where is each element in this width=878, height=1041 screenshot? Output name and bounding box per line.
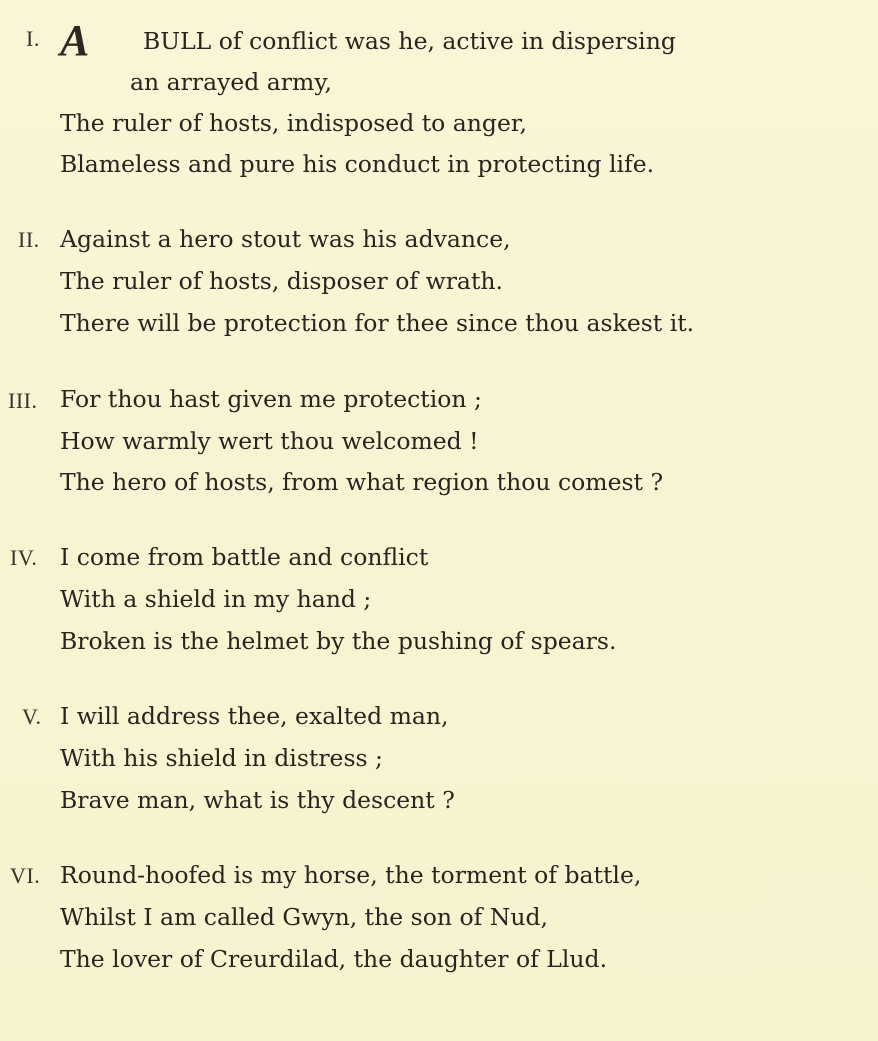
verse-line: For thou hast given me protection ; xyxy=(60,385,482,413)
verse-line: Broken is the helmet by the pushing of spears. xyxy=(60,627,617,655)
stanza-numeral: III. xyxy=(8,388,38,413)
verse-line: Whilst I am called Gwyn, the son of Nud, xyxy=(60,903,548,931)
verse-line: I come from battle and conflict xyxy=(60,543,429,571)
verse-line: The lover of Creurdilad, the daughter of Llud. xyxy=(60,945,608,973)
verse-line: BULL of conflict was he, active in dispersing xyxy=(143,27,676,55)
stanza-numeral: IV. xyxy=(10,545,38,570)
verse-line: How warmly wert thou welcomed ! xyxy=(60,427,479,455)
verse-line: With his shield in distress ; xyxy=(60,744,383,772)
stanza-numeral: I. xyxy=(26,26,40,51)
verse-line: With a shield in my hand ; xyxy=(60,585,372,613)
verse-line: The ruler of hosts, indisposed to anger, xyxy=(60,109,528,137)
verse-line: There will be protection for thee since thou askest it. xyxy=(60,309,695,337)
stanza-numeral: VI. xyxy=(10,863,41,888)
verse-line: The hero of hosts, from what region thou comest ? xyxy=(60,468,664,496)
verse-line: Against a hero stout was his advance, xyxy=(60,225,511,253)
verse-line: Blameless and pure his conduct in protecting life. xyxy=(60,150,655,178)
verse-line: The ruler of hosts, disposer of wrath. xyxy=(60,267,503,295)
drop-cap-letter: A xyxy=(60,16,90,65)
verse-line: Brave man, what is thy descent ? xyxy=(60,786,455,814)
verse-line: Round-hoofed is my horse, the torment of battle, xyxy=(60,861,642,889)
stanza-numeral: V. xyxy=(22,704,42,729)
verse-line: I will address thee, exalted man, xyxy=(60,702,449,730)
stanza-numeral: II. xyxy=(18,227,40,252)
verse-line: an arrayed army, xyxy=(130,68,332,96)
